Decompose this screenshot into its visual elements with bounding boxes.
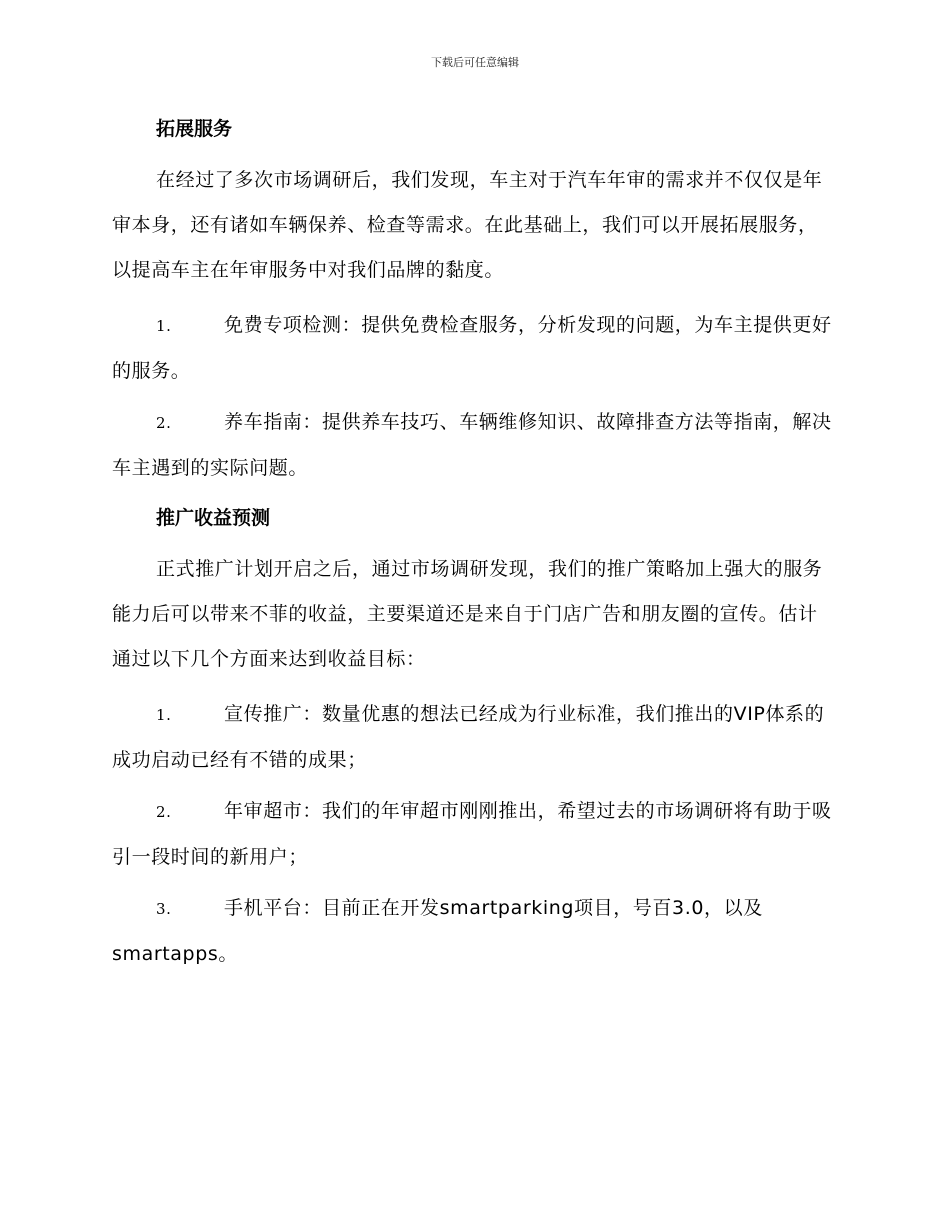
list-item-text: 免费专项检测：提供免费检查服务，分析发现的问题，为车主提供更好的服务。 <box>112 314 832 382</box>
section-heading-revenue-forecast: 推广收益预测 <box>156 507 271 529</box>
list-item-number: 1. <box>156 706 172 724</box>
list-item-text: 年审超市：我们的年审超市刚刚推出，希望过去的市场调研将有助于吸引一段时间的新用户； <box>112 800 832 868</box>
header-note: 下载后可任意编辑 <box>431 56 519 69</box>
list-item-number: 2. <box>156 803 172 821</box>
list-item-number: 2. <box>156 414 172 432</box>
list-item-number: 1. <box>156 317 172 335</box>
section-heading-expand-services: 拓展服务 <box>156 118 233 140</box>
list-item <box>112 886 836 977</box>
document-body <box>112 112 836 983</box>
section-paragraph: 在经过了多次市场调研后，我们发现，车主对于汽车年审的需求并不仅仅是年审本身，还有诸如车辆保养、检查等需求。在此基础上，我们可以开展拓展服务，以提高车主在年审服务中对我们品牌的黏度。 <box>112 169 823 281</box>
list-item <box>112 303 836 394</box>
list-item <box>112 789 836 880</box>
list-item-text: 养车指南：提供养车技巧、车辆维修知识、故障排查方法等指南，解决车主遇到的实际问题。 <box>112 411 832 479</box>
list-item-text: 手机平台：目前正在开发smartparking项目，号百3.0，以及smartapps。 <box>112 897 763 965</box>
list-item <box>112 692 836 783</box>
list-item-number: 3. <box>156 900 172 918</box>
section-paragraph: 正式推广计划开启之后，通过市场调研发现，我们的推广策略加上强大的服务能力后可以带来不菲的收益，主要渠道还是来自于门店广告和朋友圈的宣传。估计通过以下几个方面来达到收益目标： <box>112 558 823 670</box>
list-item <box>112 400 836 491</box>
list-item-text: 宣传推广：数量优惠的想法已经成为行业标准，我们推出的VIP体系的成功启动已经有不错的成果； <box>112 703 825 771</box>
